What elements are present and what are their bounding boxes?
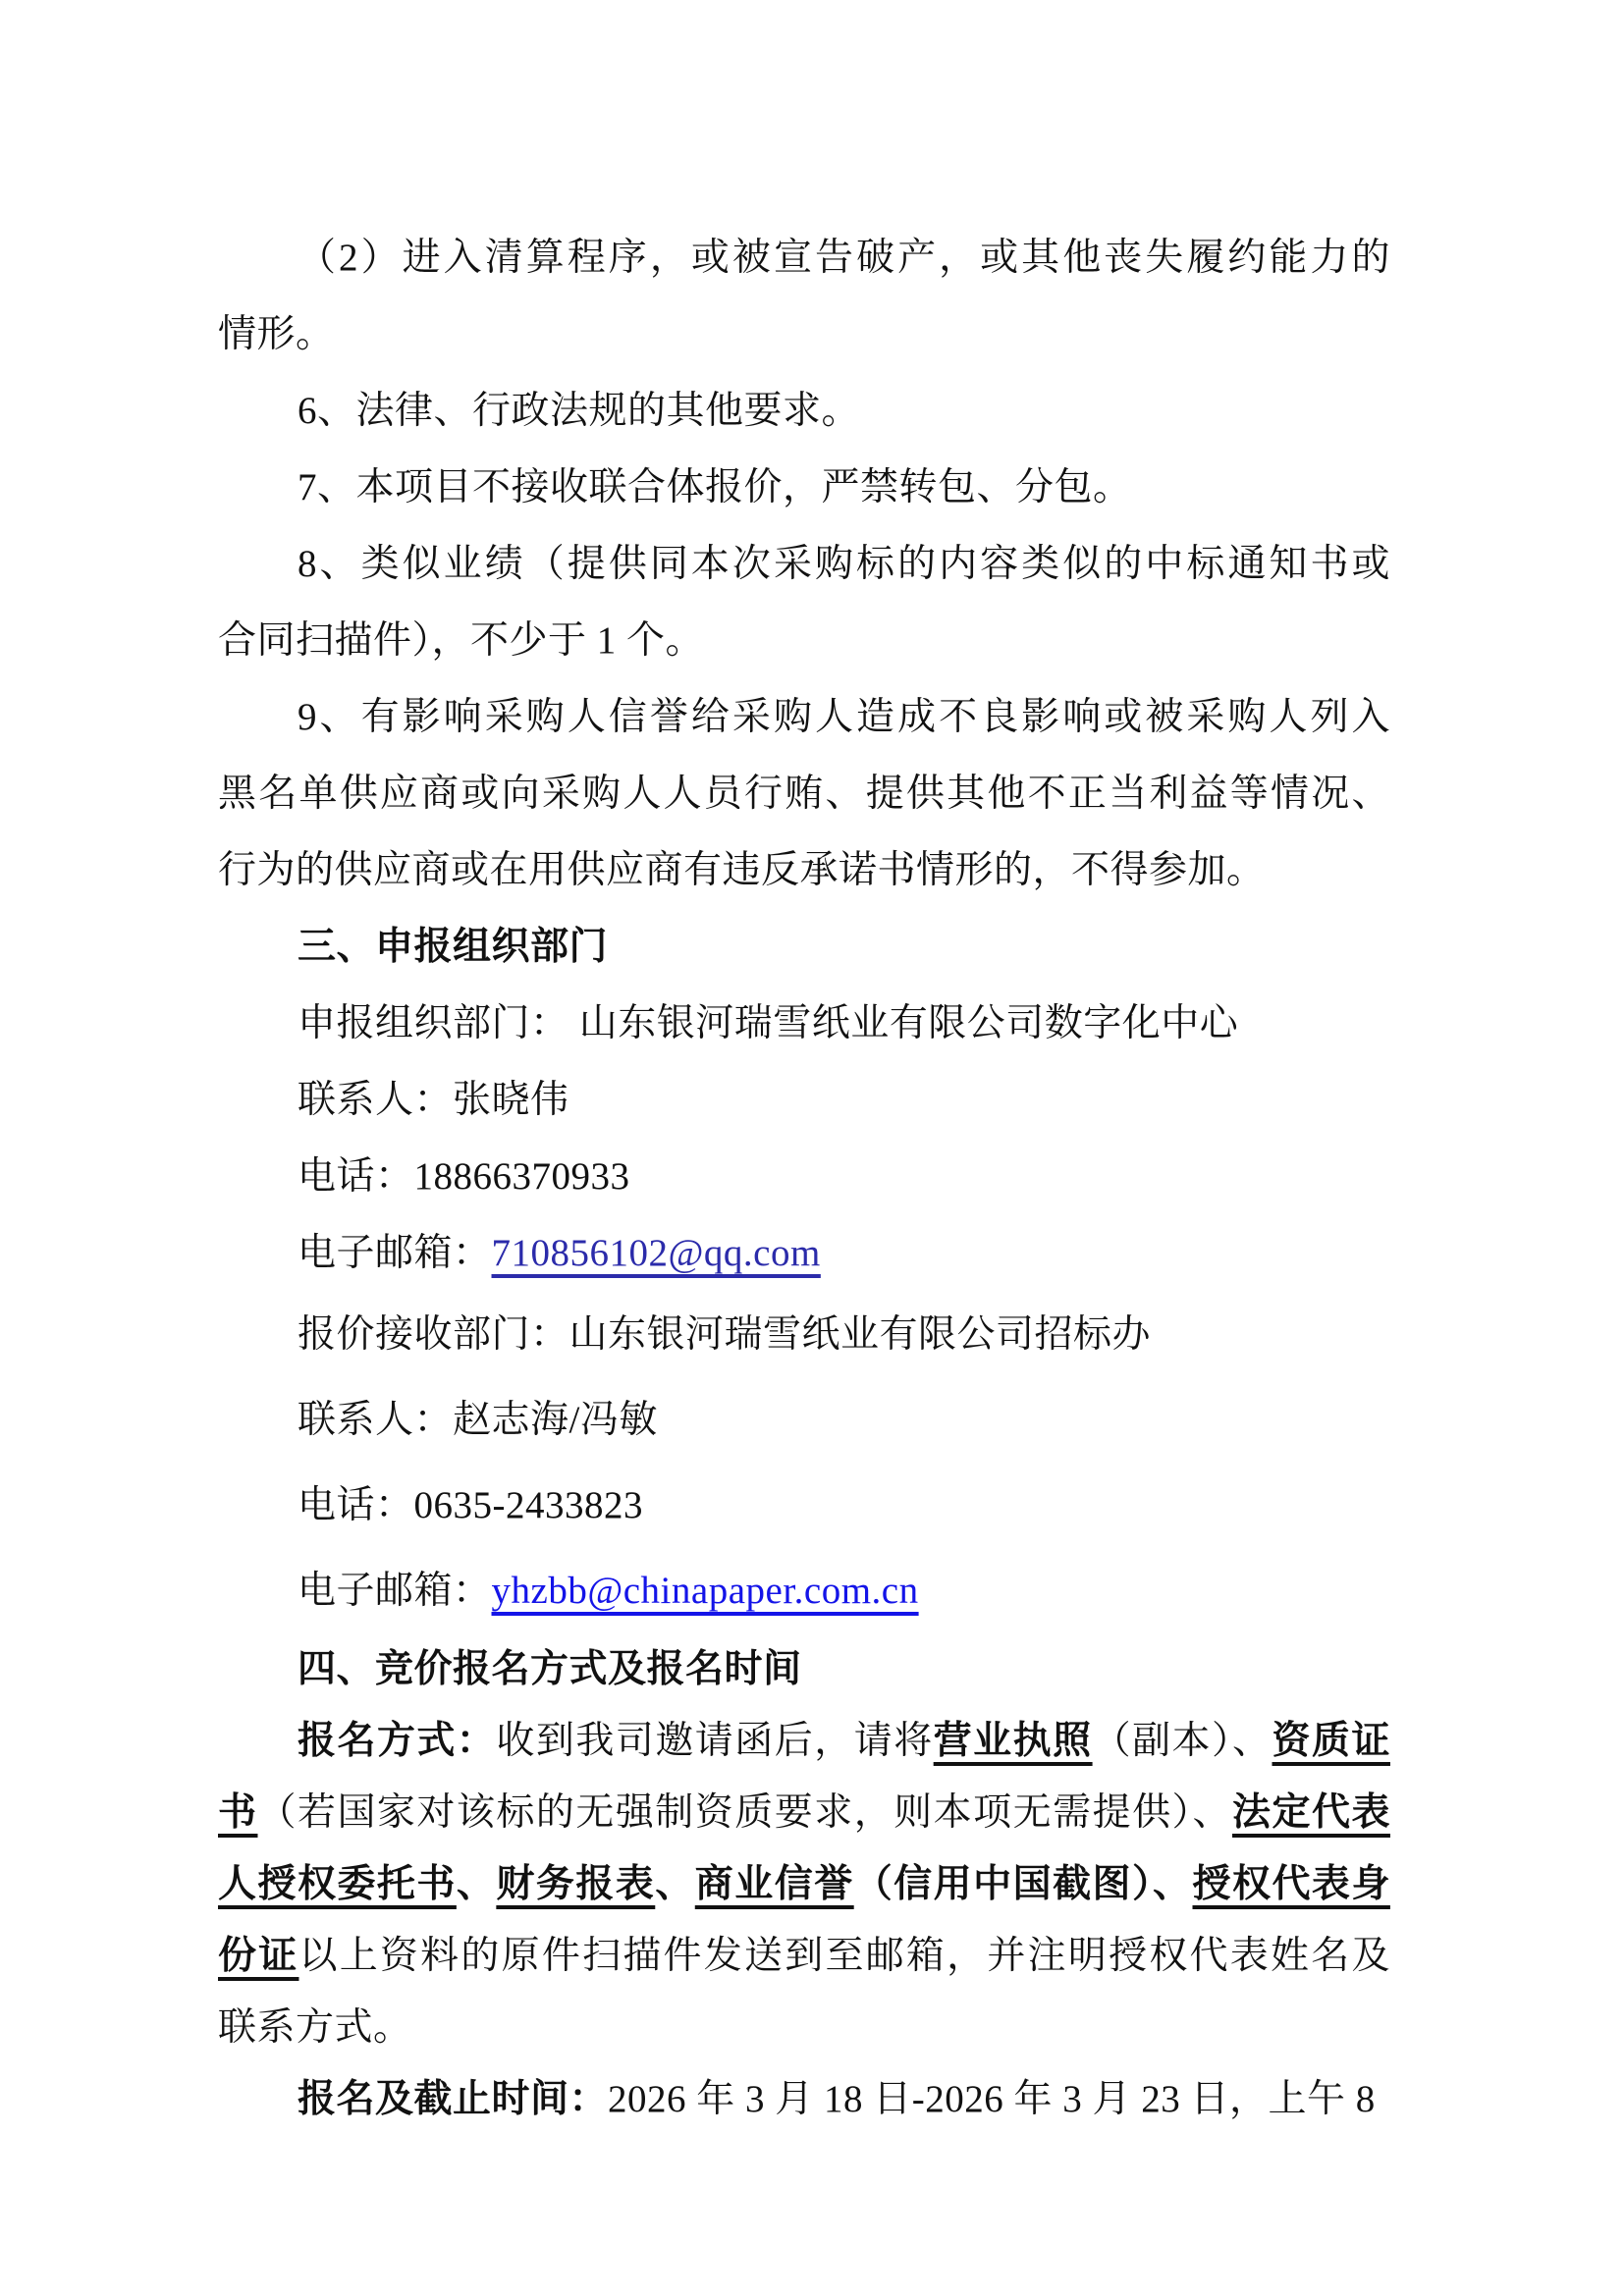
quote-receive-dept-line-seg-0: 报价接收部门：山东银河瑞雪纸业有限公司招标办 (298, 1313, 1152, 1356)
signup-deadline-line-seg-0: 报名及截止时间： (298, 2078, 609, 2120)
phone-2-seg-0: 电话：0635-2433823 (298, 1484, 643, 1526)
clause-2-wrap-1 (218, 220, 1390, 296)
phone-2 (218, 1463, 1390, 1548)
signup-method-wrap-3-seg-4: 商业信誉 (694, 1863, 854, 1905)
signup-deadline-line (218, 2063, 1390, 2135)
signup-method-wrap-1-seg-4: 资质证 (1272, 1720, 1390, 1762)
contact-person-2-seg-0: 联系人：赵志海/冯敏 (298, 1399, 658, 1441)
signup-method-wrap-5 (218, 1992, 1390, 2063)
clause-2-wrap-2 (218, 296, 1390, 373)
phone-1-seg-0: 电话：18866370933 (298, 1155, 630, 1198)
signup-method-wrap-1-seg-3: （副本）、 (1092, 1720, 1272, 1762)
contact-person-1-seg-0: 联系人：张晓伟 (298, 1079, 569, 1121)
signup-method-wrap-1-seg-1: 收到我司邀请函后，请将 (496, 1720, 934, 1762)
item-9-wrap-2-seg-0: 黑名单供应商或向采购人人员行贿、提供其他不正当利益等情况、 (218, 773, 1390, 815)
signup-method-wrap-4-seg-1: 以上资料的原件扫描件发送到至邮箱，并注明授权代表姓名及 (298, 1935, 1390, 1977)
item-9-wrap-1-seg-0: 9、有影响采购人信誉给采购人造成不良影响或被采购人列入 (298, 696, 1390, 738)
email-2-seg-0: 电子邮箱： (298, 1570, 492, 1612)
email-2 (218, 1548, 1390, 1633)
email-1-seg-0: 电子邮箱： (298, 1232, 492, 1274)
declare-dept-line (218, 986, 1390, 1062)
signup-method-wrap-3 (218, 1848, 1390, 1920)
signup-method-wrap-2 (218, 1777, 1390, 1848)
signup-method-wrap-1 (218, 1705, 1390, 1777)
section-heading-3-seg-0: 三、申报组织部门 (298, 926, 609, 968)
email-link-chinapaper[interactable]: yhzbb@chinapaper.com.cn (491, 1570, 919, 1612)
signup-method-wrap-5-seg-0: 联系方式。 (218, 2006, 412, 2049)
item-8-wrap-2 (218, 603, 1390, 679)
section-heading-4-seg-0: 四、竞价报名方式及报名时间 (298, 1648, 802, 1690)
item-8-wrap-2-seg-0: 合同扫描件），不少于 1 个。 (218, 619, 705, 662)
signup-method-wrap-3-seg-2: 财务报表 (496, 1863, 656, 1905)
item-8-wrap-1 (218, 526, 1390, 603)
signup-method-wrap-1-seg-2: 营业执照 (933, 1720, 1093, 1762)
contact-person-1 (218, 1062, 1390, 1139)
email-1 (218, 1215, 1390, 1292)
section-heading-4 (218, 1633, 1390, 1705)
item-8-wrap-1-seg-0: 8、类似业绩（提供同本次采购标的内容类似的中标通知书或 (298, 543, 1390, 585)
clause-2-wrap-2-seg-0: 情形。 (218, 313, 335, 355)
quote-receive-dept-line (218, 1292, 1390, 1377)
signup-method-wrap-3-seg-6: 授权代表身 (1192, 1863, 1390, 1905)
item-9-wrap-3-seg-0: 行为的供应商或在用供应商有违反承诺书情形的，不得参加。 (218, 849, 1266, 891)
item-7 (218, 450, 1390, 526)
signup-method-wrap-4 (218, 1920, 1390, 1992)
signup-method-wrap-2-seg-0: 书 (218, 1791, 258, 1834)
signup-deadline-line-seg-1: 2026 年 3 月 18 日-2026 年 3 月 23 日，上午 8 (608, 2078, 1376, 2120)
signup-method-wrap-2-seg-2: 法定代表 (1232, 1791, 1390, 1834)
section-heading-3 (218, 909, 1390, 986)
item-6-seg-0: 6、法律、行政法规的其他要求。 (298, 390, 861, 432)
signup-method-wrap-4-seg-0: 份证 (218, 1935, 299, 1977)
document-body (218, 220, 1390, 2135)
signup-method-wrap-2-seg-1: （若国家对该标的无强制资质要求，则本项无需提供）、 (257, 1791, 1233, 1834)
declare-dept-line-seg-0: 申报组织部门： 山东银河瑞雪纸业有限公司数字化中心 (298, 1002, 1239, 1044)
phone-1 (218, 1139, 1390, 1215)
email-link-qq[interactable]: 710856102@qq.com (491, 1232, 821, 1274)
signup-method-wrap-3-seg-3: 、 (655, 1863, 695, 1905)
signup-method-wrap-3-seg-5: （信用中国截图）、 (853, 1863, 1193, 1905)
item-9-wrap-3 (218, 832, 1390, 909)
contact-person-2 (218, 1377, 1390, 1463)
item-7-seg-0: 7、本项目不接收联合体报价，严禁转包、分包。 (298, 466, 1132, 508)
item-6 (218, 373, 1390, 450)
signup-method-wrap-3-seg-1: 、 (456, 1863, 497, 1905)
clause-2-wrap-1-seg-0: （2）进入清算程序，或被宣告破产，或其他丧失履约能力的 (298, 237, 1390, 279)
item-9-wrap-1 (218, 679, 1390, 756)
signup-method-wrap-3-seg-0: 人授权委托书 (218, 1863, 457, 1905)
signup-method-wrap-1-seg-0: 报名方式： (298, 1720, 497, 1762)
item-9-wrap-2 (218, 756, 1390, 832)
